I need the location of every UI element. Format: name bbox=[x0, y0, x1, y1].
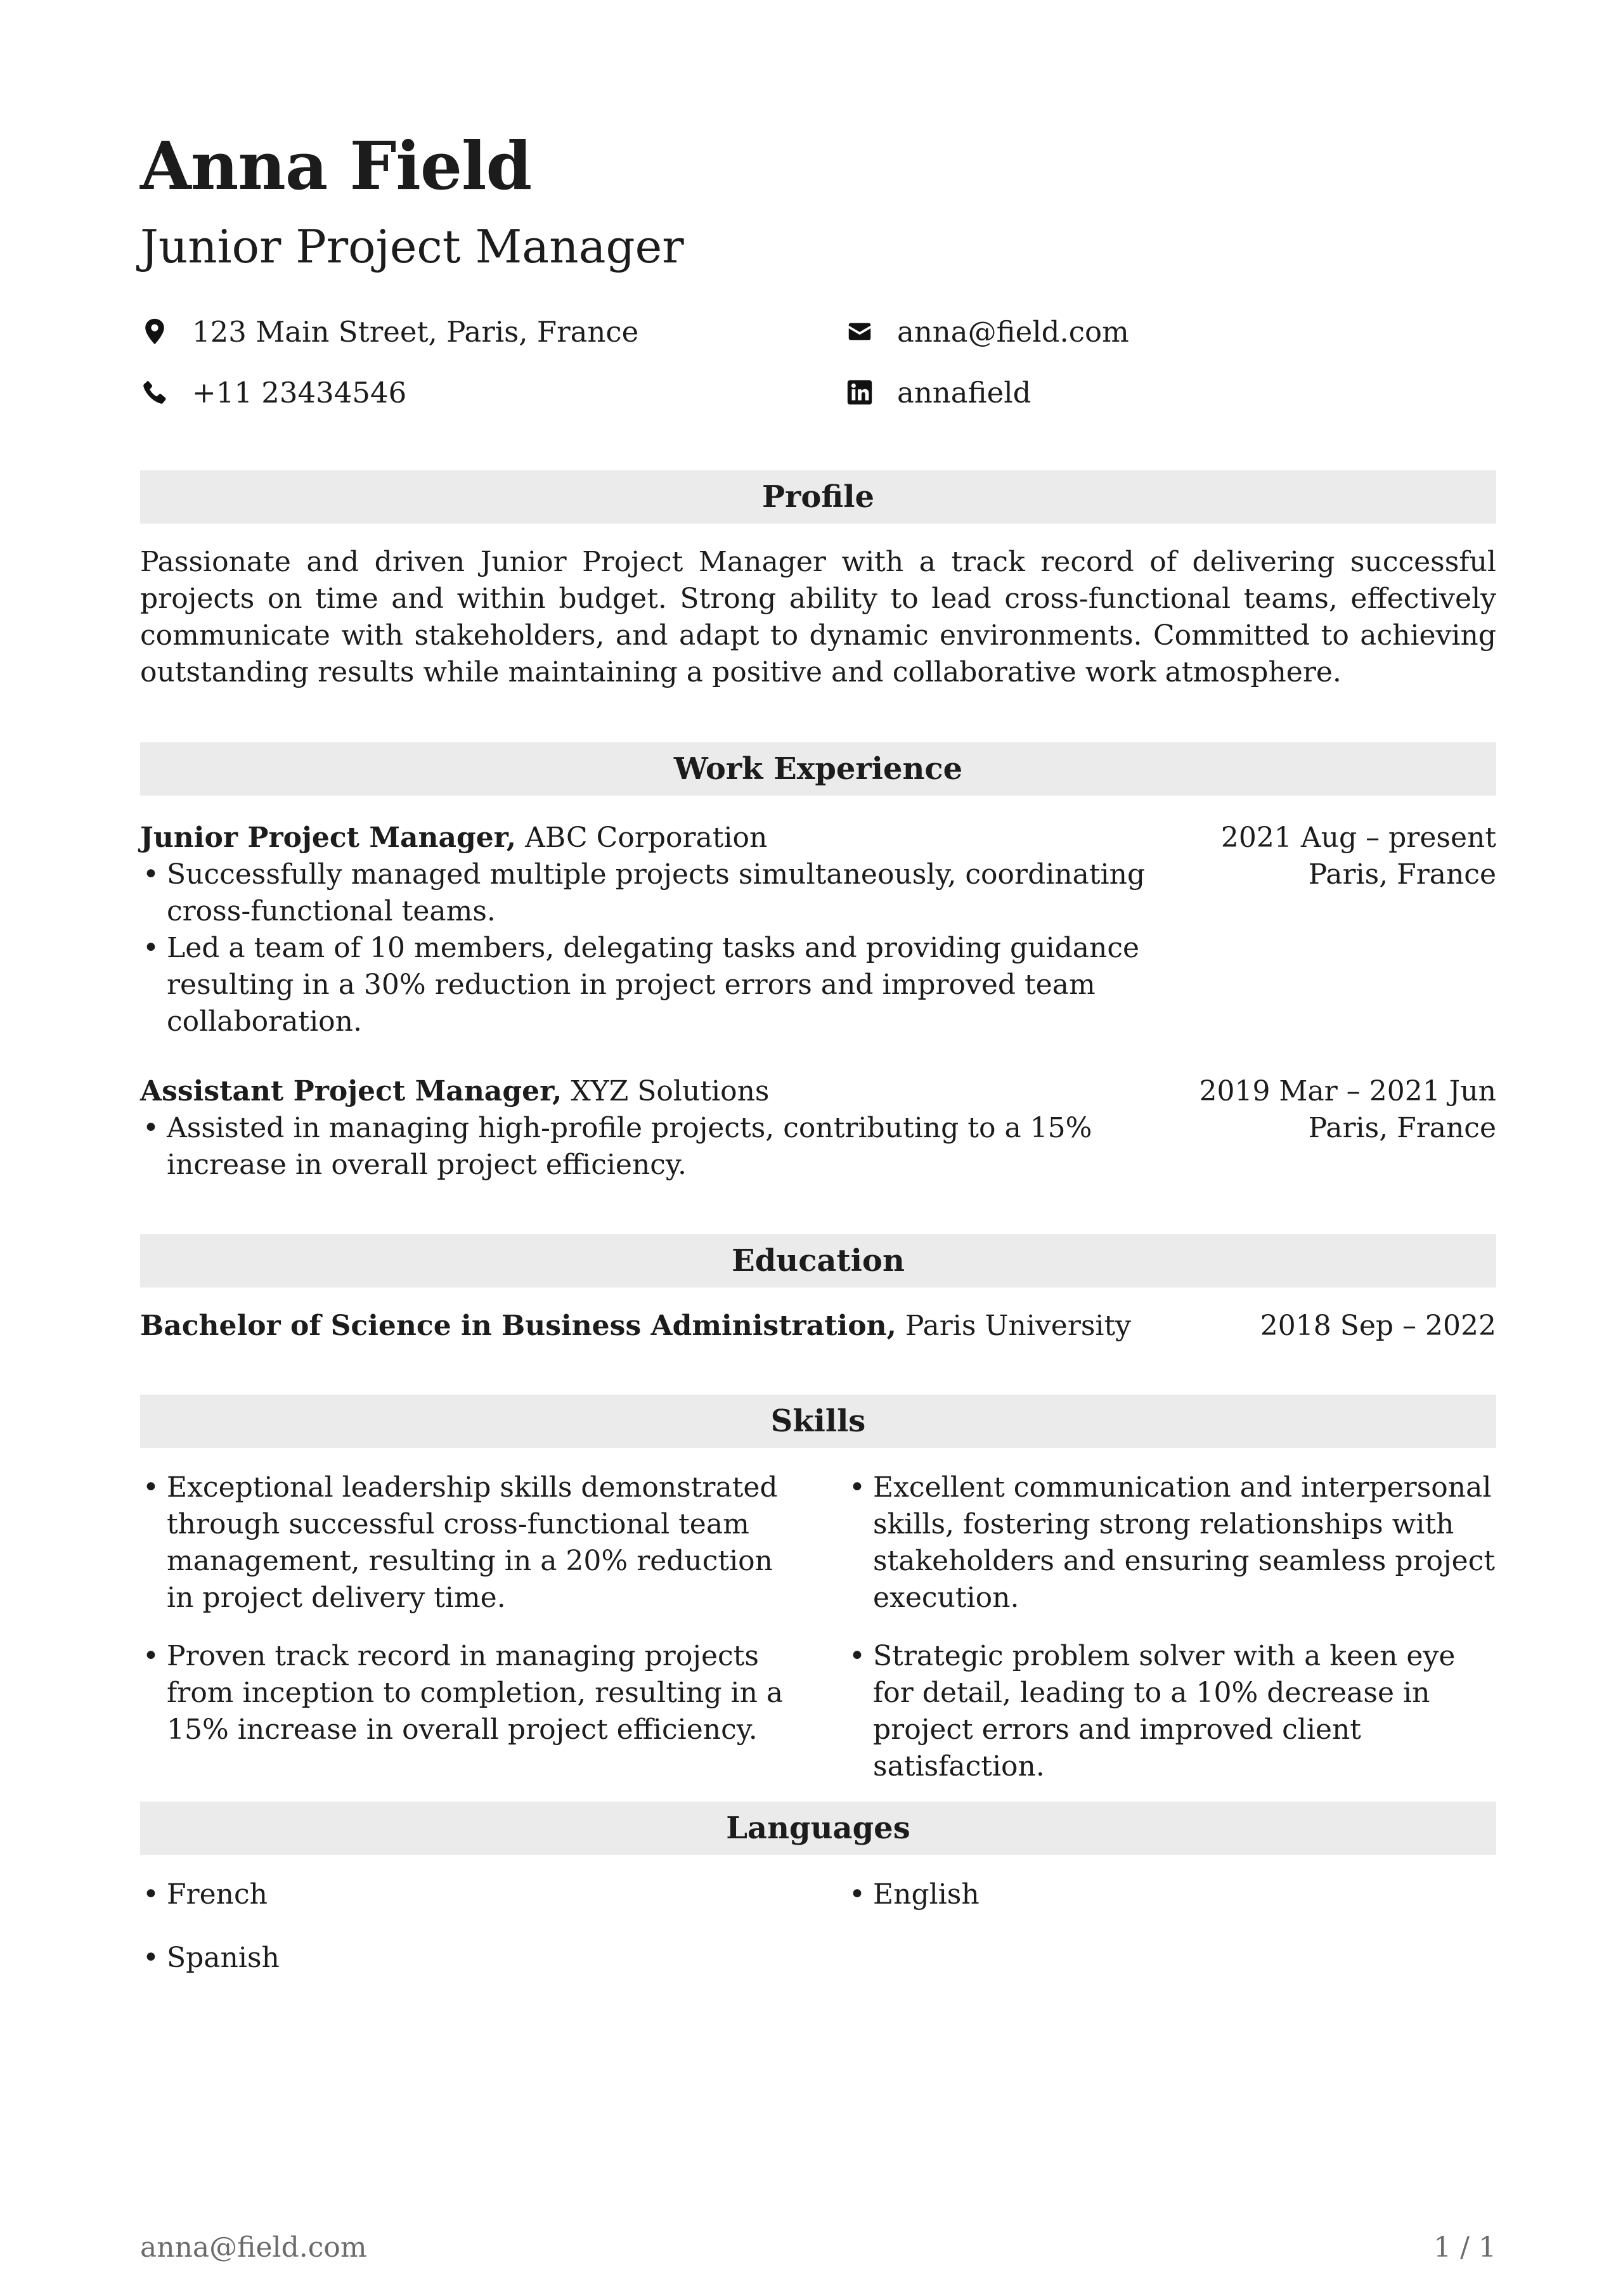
contact-email[interactable] bbox=[845, 314, 1129, 349]
list-item: • French bbox=[140, 1876, 787, 1913]
education-dates: 2018 Sep – 2022 bbox=[1260, 1310, 1496, 1342]
work-entry-heading bbox=[140, 1073, 1180, 1110]
footer-email: anna@field.com bbox=[140, 2231, 367, 2264]
map-pin-icon bbox=[140, 317, 169, 346]
section-header-work-experience: Work Experience bbox=[140, 742, 1496, 796]
education-degree: Bachelor of Science in Business Administration, bbox=[140, 1310, 896, 1342]
linkedin-text[interactable]: annafield bbox=[897, 375, 1031, 410]
list-item: • Led a team of 10 members, delegating tasks and providing guidance resulting in a 30% reduction in project errors and improved team collaboration. bbox=[140, 930, 1180, 1040]
section-header-education: Education bbox=[140, 1234, 1496, 1287]
work-entry bbox=[140, 820, 1496, 1040]
work-company: ABC Corporation bbox=[516, 822, 768, 854]
education-school: Paris University bbox=[896, 1310, 1132, 1342]
work-location: Paris, France bbox=[1308, 858, 1496, 891]
languages-list-left bbox=[140, 1876, 787, 2003]
work-entry-heading bbox=[140, 820, 1180, 856]
contact-address bbox=[140, 314, 639, 349]
linkedin-icon bbox=[845, 378, 874, 407]
list-item: • English bbox=[846, 1876, 1496, 1913]
section-header-languages: Languages bbox=[140, 1802, 1496, 1855]
list-item: • Excellent communication and interpersonal skills, fostering strong relationships with stakeholders and ensuring seamless project execution. bbox=[846, 1469, 1496, 1616]
languages-list-right bbox=[846, 1876, 1496, 1940]
list-item: • Assisted in managing high-profile projects, contributing to a 15% increase in overall project efficiency. bbox=[140, 1110, 1180, 1183]
work-meta bbox=[1199, 1073, 1496, 1147]
work-role: Assistant Project Manager, bbox=[140, 1075, 562, 1107]
list-item: • Spanish bbox=[140, 1940, 787, 1977]
person-name: Anna Field bbox=[140, 127, 532, 205]
job-title: Junior Project Manager bbox=[140, 220, 684, 273]
contact-linkedin[interactable] bbox=[845, 375, 1031, 410]
education-entry bbox=[140, 1308, 1496, 1345]
address-text: 123 Main Street, Paris, France bbox=[192, 314, 639, 349]
work-dates: 2019 Mar – 2021 Jun bbox=[1199, 1075, 1496, 1107]
skills-list-left bbox=[140, 1469, 787, 1770]
work-dates: 2021 Aug – present bbox=[1220, 822, 1496, 854]
phone-text: +11 23434546 bbox=[192, 375, 407, 410]
envelope-icon bbox=[845, 317, 874, 346]
page-number: 1 / 1 bbox=[1433, 2231, 1496, 2264]
list-item: • Proven track record in managing projects from inception to completion, resulting in a 15% increase in overall project efficiency. bbox=[140, 1638, 787, 1748]
list-item: • Successfully managed multiple projects simultaneously, coordinating cross-functional teams. bbox=[140, 856, 1180, 930]
list-item: • Exceptional leadership skills demonstrated through successful cross-functional team management, resulting in a 20% reduction in project delivery time. bbox=[140, 1469, 787, 1616]
contact-phone bbox=[140, 375, 407, 410]
email-text[interactable]: anna@field.com bbox=[897, 314, 1129, 349]
list-item: • Strategic problem solver with a keen eye for detail, leading to a 10% decrease in project errors and improved client satisfaction. bbox=[846, 1638, 1496, 1785]
work-entry bbox=[140, 1073, 1496, 1183]
work-meta bbox=[1221, 820, 1496, 893]
work-company: XYZ Solutions bbox=[562, 1075, 770, 1107]
work-location: Paris, France bbox=[1308, 1112, 1496, 1144]
work-bullets bbox=[140, 1110, 1180, 1183]
profile-summary: Passionate and driven Junior Project Manager with a track record of delivering successful projects on time and within budget. Strong ability to lead cross-functional teams, effectively communicate with stakeholders, and adapt to dynamic environments. Committed to achieving outstanding results while maintaining a positive and collaborative work atmosphere. bbox=[140, 546, 1496, 688]
section-header-profile: Profile bbox=[140, 470, 1496, 524]
work-role: Junior Project Manager, bbox=[140, 822, 517, 854]
section-header-skills: Skills bbox=[140, 1395, 1496, 1448]
work-bullets bbox=[140, 856, 1180, 1040]
phone-icon bbox=[140, 378, 169, 407]
skills-list-right bbox=[846, 1469, 1496, 1807]
